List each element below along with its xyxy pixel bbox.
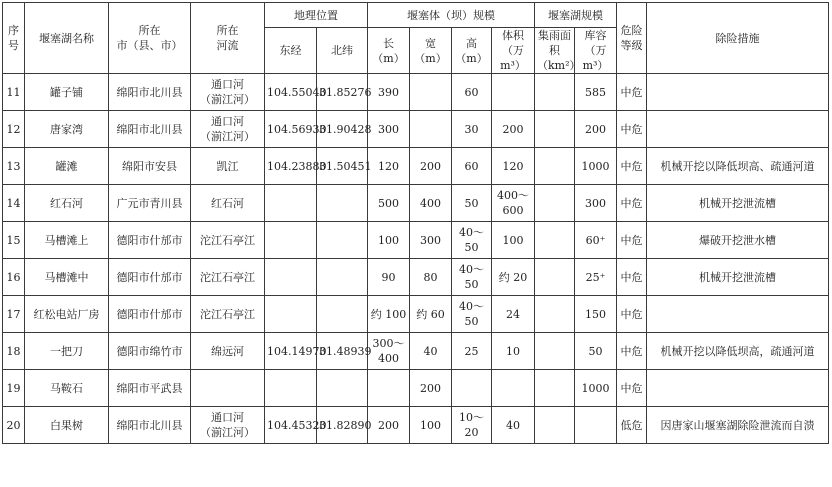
cell-name: 罐子铺 xyxy=(25,74,109,111)
table-row xyxy=(3,111,829,148)
cell-lon: 104.23880 xyxy=(265,148,317,185)
header-city: 所在 市（县、市） xyxy=(109,3,191,74)
cell-width: 100 xyxy=(410,407,452,444)
cell-width: 80 xyxy=(410,259,452,296)
cell-height xyxy=(452,370,492,407)
cell-height: 40～50 xyxy=(452,259,492,296)
cell-lat: 31.90428 xyxy=(317,111,368,148)
cell-name: 马槽滩中 xyxy=(25,259,109,296)
header-risk: 危险 等级 xyxy=(617,3,647,74)
cell-name: 罐滩 xyxy=(25,148,109,185)
cell-height: 40～50 xyxy=(452,296,492,333)
cell-width: 200 xyxy=(410,148,452,185)
cell-capacity: 25⁺ xyxy=(575,259,617,296)
cell-lon: 104.56930 xyxy=(265,111,317,148)
cell-measure xyxy=(647,111,829,148)
header-river: 所在 河流 xyxy=(191,3,265,74)
header-len: 长 （m） xyxy=(368,28,410,74)
cell-lon xyxy=(265,370,317,407)
cell-lat: 31.48939 xyxy=(317,333,368,370)
cell-width xyxy=(410,111,452,148)
cell-lon xyxy=(265,296,317,333)
cell-measure xyxy=(647,74,829,111)
cell-length: 390 xyxy=(368,74,410,111)
cell-risk: 低危 xyxy=(617,407,647,444)
cell-no: 11 xyxy=(3,74,25,111)
cell-width: 200 xyxy=(410,370,452,407)
cell-risk: 中危 xyxy=(617,222,647,259)
cell-city: 绵阳市北川县 xyxy=(109,74,191,111)
cell-catchment xyxy=(535,333,575,370)
cell-height: 40～50 xyxy=(452,222,492,259)
cell-no: 17 xyxy=(3,296,25,333)
cell-length: 300 xyxy=(368,111,410,148)
cell-river: 沱江石亭江 xyxy=(191,222,265,259)
cell-volume: 100 xyxy=(492,222,535,259)
lake-table-sheet xyxy=(2,2,828,483)
cell-capacity: 150 xyxy=(575,296,617,333)
header-name: 堰塞湖名称 xyxy=(25,3,109,74)
cell-volume xyxy=(492,370,535,407)
cell-lon: 104.45320 xyxy=(265,407,317,444)
cell-catchment xyxy=(535,74,575,111)
table-row xyxy=(3,296,829,333)
cell-catchment xyxy=(535,185,575,222)
header-geo: 地理位置 xyxy=(265,3,368,28)
cell-city: 德阳市什邡市 xyxy=(109,259,191,296)
cell-length xyxy=(368,370,410,407)
cell-risk: 中危 xyxy=(617,111,647,148)
cell-lat xyxy=(317,222,368,259)
cell-height: 10～20 xyxy=(452,407,492,444)
cell-risk: 中危 xyxy=(617,259,647,296)
cell-capacity: 60⁺ xyxy=(575,222,617,259)
cell-length: 500 xyxy=(368,185,410,222)
table-row xyxy=(3,185,829,222)
cell-river: 通口河 （湔江河） xyxy=(191,407,265,444)
cell-measure xyxy=(647,296,829,333)
cell-measure: 机械开挖以降低坝高、疏通河道 xyxy=(647,148,829,185)
cell-lat xyxy=(317,185,368,222)
cell-city: 绵阳市安县 xyxy=(109,148,191,185)
cell-city: 绵阳市北川县 xyxy=(109,111,191,148)
cell-volume: 400～600 xyxy=(492,185,535,222)
cell-width xyxy=(410,74,452,111)
cell-no: 16 xyxy=(3,259,25,296)
cell-name: 白果树 xyxy=(25,407,109,444)
cell-lon: 104.55040 xyxy=(265,74,317,111)
cell-catchment xyxy=(535,407,575,444)
header-row-1 xyxy=(3,3,829,28)
cell-no: 13 xyxy=(3,148,25,185)
header-seq: 序 号 xyxy=(3,3,25,74)
cell-lon xyxy=(265,259,317,296)
cell-name: 一把刀 xyxy=(25,333,109,370)
cell-name: 红石河 xyxy=(25,185,109,222)
cell-length: 300～400 xyxy=(368,333,410,370)
cell-no: 18 xyxy=(3,333,25,370)
cell-width: 300 xyxy=(410,222,452,259)
cell-catchment xyxy=(535,370,575,407)
cell-height: 60 xyxy=(452,74,492,111)
cell-river xyxy=(191,370,265,407)
cell-lat xyxy=(317,296,368,333)
cell-length: 90 xyxy=(368,259,410,296)
cell-volume: 40 xyxy=(492,407,535,444)
cell-length: 100 xyxy=(368,222,410,259)
header-lat: 北纬 xyxy=(317,28,368,74)
cell-catchment xyxy=(535,111,575,148)
cell-name: 马槽滩上 xyxy=(25,222,109,259)
cell-capacity: 585 xyxy=(575,74,617,111)
table-row xyxy=(3,333,829,370)
cell-height: 30 xyxy=(452,111,492,148)
cell-capacity: 1000 xyxy=(575,370,617,407)
cell-no: 19 xyxy=(3,370,25,407)
cell-risk: 中危 xyxy=(617,333,647,370)
header-wid: 宽 （m） xyxy=(410,28,452,74)
cell-river: 绵远河 xyxy=(191,333,265,370)
table-row xyxy=(3,370,829,407)
cell-lat xyxy=(317,259,368,296)
cell-length: 200 xyxy=(368,407,410,444)
table-row xyxy=(3,407,829,444)
cell-measure: 机械开挖泄流槽 xyxy=(647,259,829,296)
cell-no: 14 xyxy=(3,185,25,222)
cell-measure xyxy=(647,370,829,407)
cell-lat: 31.50451 xyxy=(317,148,368,185)
cell-name: 唐家湾 xyxy=(25,111,109,148)
cell-catchment xyxy=(535,259,575,296)
cell-city: 绵阳市平武县 xyxy=(109,370,191,407)
cell-city: 德阳市什邡市 xyxy=(109,296,191,333)
cell-risk: 中危 xyxy=(617,370,647,407)
header-measure: 除险措施 xyxy=(647,3,829,74)
cell-catchment xyxy=(535,148,575,185)
cell-city: 德阳市绵竹市 xyxy=(109,333,191,370)
cell-measure: 机械开挖以降低坝高，疏通河道 xyxy=(647,333,829,370)
cell-no: 15 xyxy=(3,222,25,259)
cell-river: 沱江石亭江 xyxy=(191,259,265,296)
cell-city: 德阳市什邡市 xyxy=(109,222,191,259)
cell-capacity xyxy=(575,407,617,444)
cell-catchment xyxy=(535,296,575,333)
cell-city: 绵阳市北川县 xyxy=(109,407,191,444)
cell-lon xyxy=(265,222,317,259)
cell-name: 马鞍石 xyxy=(25,370,109,407)
cell-capacity: 50 xyxy=(575,333,617,370)
cell-lon: 104.14970 xyxy=(265,333,317,370)
cell-city: 广元市青川县 xyxy=(109,185,191,222)
table-row xyxy=(3,259,829,296)
cell-name: 红松电站厂房 xyxy=(25,296,109,333)
cell-risk: 中危 xyxy=(617,74,647,111)
cell-length: 120 xyxy=(368,148,410,185)
cell-volume xyxy=(492,74,535,111)
header-lake: 堰塞湖规模 xyxy=(535,3,617,28)
cell-river: 通口河 （湔江河） xyxy=(191,74,265,111)
cell-risk: 中危 xyxy=(617,148,647,185)
cell-volume: 120 xyxy=(492,148,535,185)
table-row xyxy=(3,74,829,111)
cell-width: 40 xyxy=(410,333,452,370)
header-lon: 东经 xyxy=(265,28,317,74)
cell-river: 通口河 （湔江河） xyxy=(191,111,265,148)
cell-height: 25 xyxy=(452,333,492,370)
cell-height: 60 xyxy=(452,148,492,185)
cell-catchment xyxy=(535,222,575,259)
header-cap: 库容 （万 m³） xyxy=(575,28,617,74)
cell-river: 沱江石亭江 xyxy=(191,296,265,333)
cell-risk: 中危 xyxy=(617,185,647,222)
cell-volume: 24 xyxy=(492,296,535,333)
table-row xyxy=(3,148,829,185)
cell-no: 12 xyxy=(3,111,25,148)
cell-measure: 爆破开挖泄水槽 xyxy=(647,222,829,259)
header-hgt: 高 （m） xyxy=(452,28,492,74)
cell-lon xyxy=(265,185,317,222)
cell-measure: 因唐家山堰塞湖除险泄流而自溃 xyxy=(647,407,829,444)
cell-width: 约 60 xyxy=(410,296,452,333)
cell-height: 50 xyxy=(452,185,492,222)
cell-river: 红石河 xyxy=(191,185,265,222)
cell-volume: 200 xyxy=(492,111,535,148)
header-vol: 体积 （万 m³） xyxy=(492,28,535,74)
landslide-lake-table xyxy=(2,2,829,444)
cell-capacity: 1000 xyxy=(575,148,617,185)
table-row xyxy=(3,222,829,259)
cell-river: 凯江 xyxy=(191,148,265,185)
cell-capacity: 200 xyxy=(575,111,617,148)
cell-risk: 中危 xyxy=(617,296,647,333)
cell-measure: 机械开挖泄流槽 xyxy=(647,185,829,222)
cell-capacity: 300 xyxy=(575,185,617,222)
cell-lat: 31.82890 xyxy=(317,407,368,444)
cell-volume: 约 20 xyxy=(492,259,535,296)
cell-volume: 10 xyxy=(492,333,535,370)
cell-no: 20 xyxy=(3,407,25,444)
cell-lat xyxy=(317,370,368,407)
header-dam: 堰塞体（坝）规模 xyxy=(368,3,535,28)
cell-length: 约 100 xyxy=(368,296,410,333)
cell-lat: 31.85276 xyxy=(317,74,368,111)
cell-width: 400 xyxy=(410,185,452,222)
header-catch: 集雨面积 （km²） xyxy=(535,28,575,74)
